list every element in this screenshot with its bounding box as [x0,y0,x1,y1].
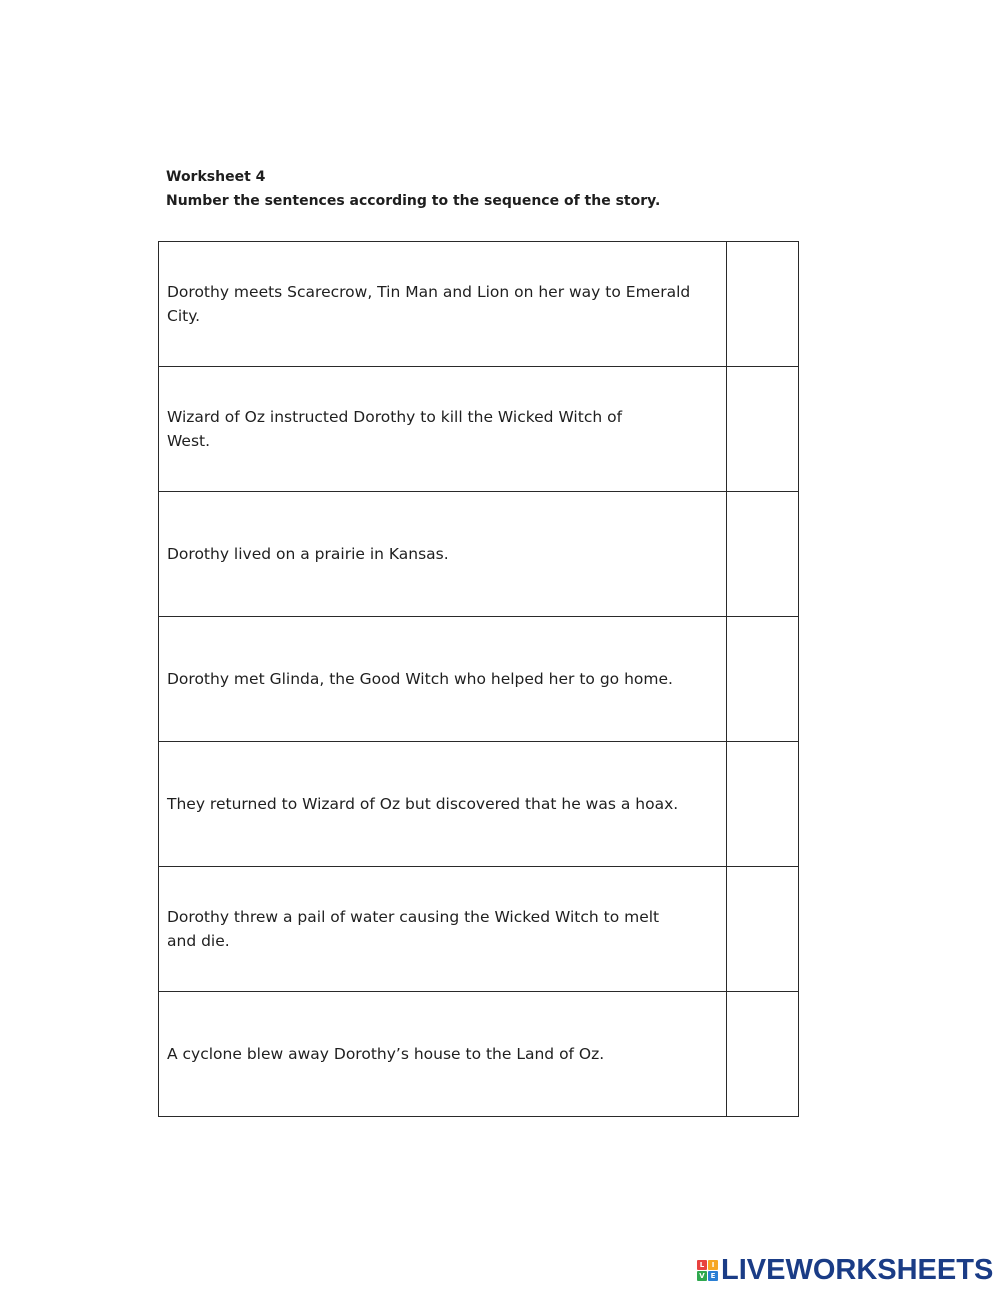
answer-cell [727,742,799,867]
answer-cell [727,367,799,492]
sentence-cell [159,992,727,1117]
sentence-cell [159,742,727,867]
sentence-line: Dorothy met Glinda, the Good Witch who helped her to go home. [167,670,673,688]
sentence-cell [159,867,727,992]
sentence-cell [159,242,727,367]
answer-input[interactable] [727,616,802,742]
answer-input[interactable] [727,866,802,992]
answer-cell [727,867,799,992]
answer-cell [727,492,799,617]
logo-letter: E [708,1271,718,1281]
answer-cell [727,617,799,742]
sentence-cell [159,617,727,742]
answer-input[interactable] [727,491,802,617]
sentence-line: They returned to Wizard of Oz but discovered that he was a hoax. [167,795,679,813]
worksheet-instruction: Number the sentences according to the sequence of the story. [166,193,661,209]
sentence-line: A cyclone blew away Dorothy’s house to the Land of Oz. [167,1045,605,1063]
sentence-line: City. [167,307,201,325]
brand-name: LIVEWORKSHEETS [721,1254,994,1286]
answer-cell [727,242,799,367]
liveworksheets-brand [697,1255,993,1285]
worksheet-title: Worksheet 4 [166,169,266,185]
sentence-line: West. [167,432,211,450]
worksheet-header [166,165,660,213]
sentence-line: Dorothy meets Scarecrow, Tin Man and Lion on her way to Emerald [167,283,691,301]
table-row [159,617,799,742]
logo-letter: L [697,1260,707,1270]
answer-cell [727,992,799,1117]
table-row [159,367,799,492]
table-row [159,492,799,617]
logo-letter: I [708,1260,718,1270]
table-row [159,992,799,1117]
sentence-line: Wizard of Oz instructed Dorothy to kill the Wicked Witch of [167,408,623,426]
liveworksheets-logo-icon [697,1260,718,1281]
sentence-line: Dorothy lived on a prairie in Kansas. [167,545,449,563]
table-row [159,742,799,867]
sentence-line: and die. [167,932,230,950]
sentence-cell [159,492,727,617]
sentence-cell [159,367,727,492]
answer-input[interactable] [727,366,802,492]
logo-letter: V [697,1271,707,1281]
sequence-table [158,241,799,1117]
answer-input[interactable] [727,241,802,367]
answer-input[interactable] [727,741,802,867]
table-row [159,867,799,992]
answer-input[interactable] [727,991,802,1117]
sentence-line: Dorothy threw a pail of water causing the Wicked Witch to melt [167,908,660,926]
table-row [159,242,799,367]
